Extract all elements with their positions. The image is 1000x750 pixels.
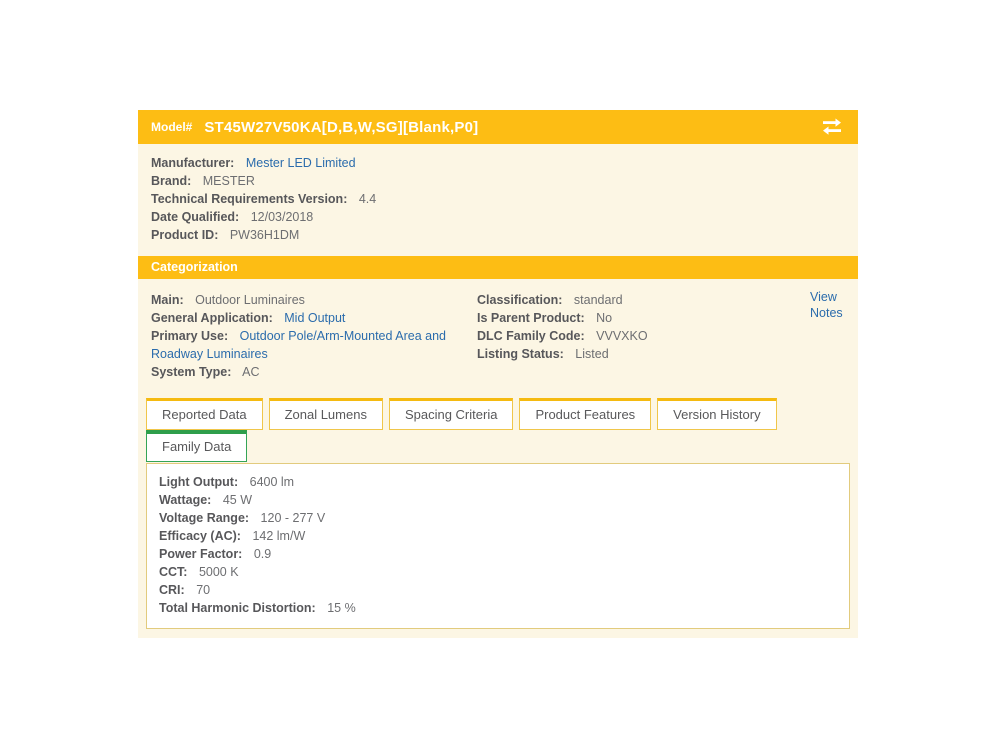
categorization-section (138, 279, 858, 398)
categorization-left-column (151, 291, 469, 381)
field-value: 12/03/2018 (250, 210, 314, 224)
tab-version-history[interactable]: Version History (657, 398, 776, 430)
data-row-wattage (159, 491, 837, 509)
field-label: Brand: (151, 174, 192, 188)
general-application-link[interactable]: Mid Output (284, 311, 346, 325)
field-value: No (596, 311, 613, 325)
field-value: 5000 K (198, 565, 239, 579)
product-info-section (138, 144, 858, 256)
field-label: Total Harmonic Distortion: (159, 601, 316, 615)
tab-row-2 (146, 430, 850, 462)
field-label: CRI: (159, 583, 185, 597)
field-label: Classification: (477, 293, 563, 307)
tab-product-features[interactable]: Product Features (519, 398, 651, 430)
info-row-manufacturer (151, 154, 845, 172)
field-label: General Application: (151, 311, 273, 325)
field-label: Efficacy (AC): (159, 529, 241, 543)
field-value: Listed (575, 347, 609, 361)
data-row-thd (159, 599, 837, 617)
manufacturer-link[interactable]: Mester LED Limited (245, 156, 356, 170)
view-notes-link[interactable]: View Notes (810, 290, 843, 320)
tab-spacing-criteria[interactable]: Spacing Criteria (389, 398, 514, 430)
field-label: Main: (151, 293, 184, 307)
field-label: Light Output: (159, 475, 239, 489)
field-value: 142 lm/W (252, 529, 306, 543)
exchange-arrows-icon (820, 118, 844, 136)
field-value: 120 - 277 V (260, 511, 326, 525)
data-row-power-factor (159, 545, 837, 563)
primary-use-link[interactable]: Outdoor Pole/Arm-Mounted Area and Roadway Luminaires (151, 329, 446, 361)
field-label: CCT: (159, 565, 188, 579)
data-row-cri (159, 581, 837, 599)
info-row-trv (151, 190, 845, 208)
info-row-product-id (151, 226, 845, 244)
field-value: 70 (196, 583, 211, 597)
field-label: Listing Status: (477, 347, 564, 361)
tab-row-1 (146, 398, 850, 430)
tab-zonal-lumens[interactable]: Zonal Lumens (269, 398, 383, 430)
field-label: Power Factor: (159, 547, 243, 561)
cat-row-is-parent (477, 309, 757, 327)
field-value: 4.4 (358, 192, 377, 206)
info-row-brand (151, 172, 845, 190)
field-value: Outdoor Luminaires (195, 293, 305, 307)
field-label: Voltage Range: (159, 511, 250, 525)
field-value: VVVXKO (596, 329, 648, 343)
categorization-right-column (477, 291, 757, 381)
field-value: 45 W (222, 493, 252, 507)
data-row-cct (159, 563, 837, 581)
data-row-light-output (159, 473, 837, 491)
model-label: Model# (151, 120, 193, 134)
cat-row-family-code (477, 327, 757, 345)
field-label: Is Parent Product: (477, 311, 585, 325)
model-header-bar (138, 110, 858, 144)
cat-row-main (151, 291, 469, 309)
field-label: System Type: (151, 365, 232, 379)
field-value: PW36H1DM (229, 228, 300, 242)
field-label: Date Qualified: (151, 210, 240, 224)
field-value: standard (573, 293, 623, 307)
data-row-efficacy (159, 527, 837, 545)
field-value: 6400 lm (249, 475, 295, 489)
field-value: AC (242, 365, 260, 379)
field-label: Technical Requirements Version: (151, 192, 348, 206)
categorization-section-header: Categorization (138, 256, 858, 279)
cat-row-primary-use (151, 327, 469, 363)
field-label: Product ID: (151, 228, 219, 242)
cat-row-system-type (151, 363, 469, 381)
cat-row-classification (477, 291, 757, 309)
tab-family-data[interactable]: Family Data (146, 430, 247, 462)
field-label: DLC Family Code: (477, 329, 585, 343)
field-label: Manufacturer: (151, 156, 235, 170)
model-number: ST45W27V50KA[D,B,W,SG][Blank,P0] (204, 118, 479, 136)
product-card (138, 110, 858, 638)
field-value: 15 % (327, 601, 356, 615)
data-row-voltage-range (159, 509, 837, 527)
tabs-area (138, 398, 858, 462)
field-value: 0.9 (253, 547, 272, 561)
cat-row-listing-status (477, 345, 757, 363)
field-label: Primary Use: (151, 329, 229, 343)
field-label: Wattage: (159, 493, 212, 507)
reported-data-panel (146, 463, 850, 629)
cat-row-general-application (151, 309, 469, 327)
info-row-date-qualified (151, 208, 845, 226)
field-value: MESTER (202, 174, 255, 188)
exchange-icon[interactable] (820, 117, 844, 137)
tab-reported-data[interactable]: Reported Data (146, 398, 263, 430)
